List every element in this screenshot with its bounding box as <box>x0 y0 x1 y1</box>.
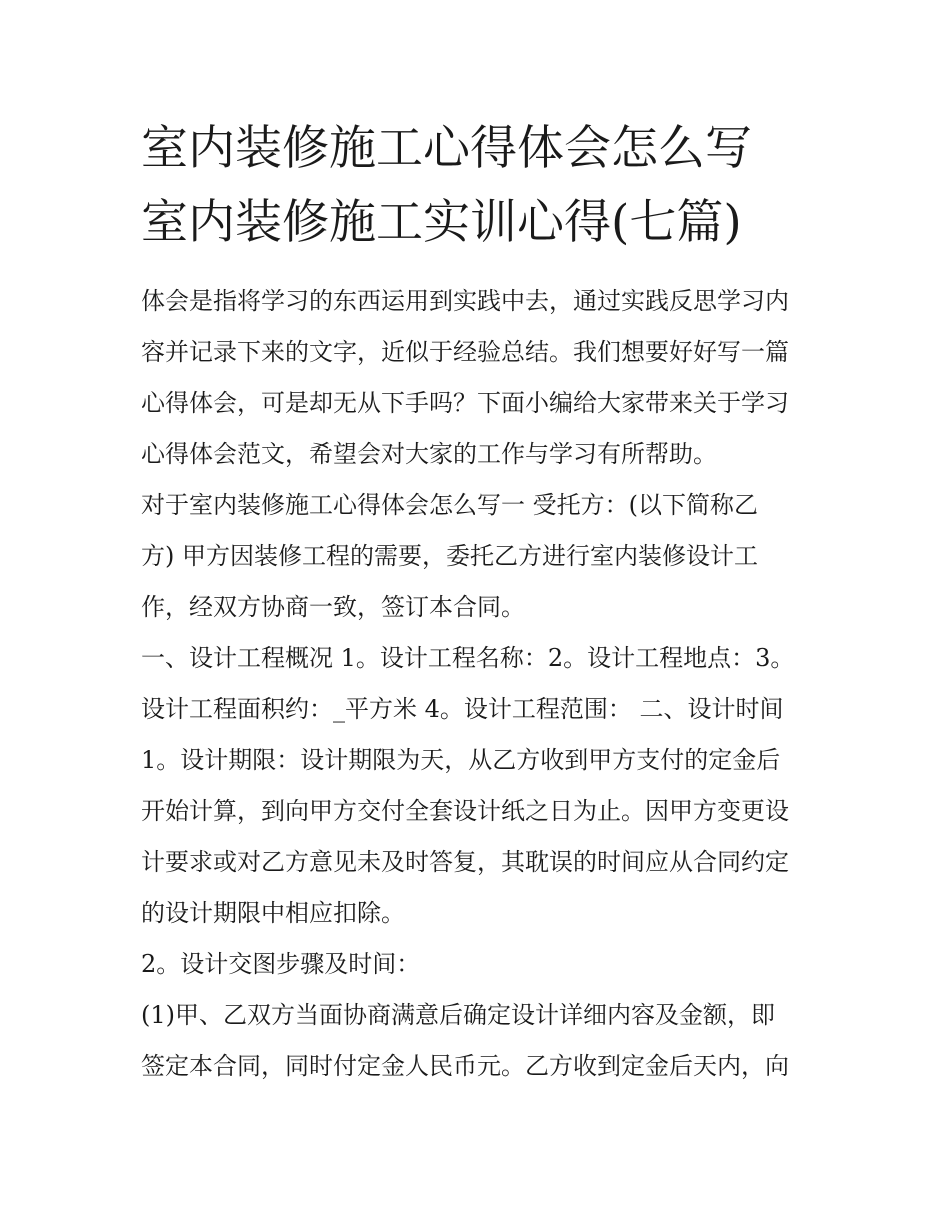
body-line: 对于室内装修施工心得体会怎么写一 受托方：(以下简称乙 <box>141 491 758 519</box>
body-line: 心得体会，可是却无从下手吗？下面小编给大家带来关于学习 <box>141 389 789 417</box>
body-line: 的设计期限中相应扣除。 <box>141 899 405 927</box>
body-line: (1)甲、乙双方当面协商满意后确定设计详细内容及金额，即 <box>141 1001 775 1029</box>
document-title <box>141 112 841 260</box>
title-line: 室内装修施工实训心得(七篇) <box>141 195 742 250</box>
title-line: 室内装修施工心得体会怎么写 <box>141 121 752 176</box>
body-line: 签定本合同，同时付定金人民币元。乙方收到定金后天内，向 <box>141 1052 789 1080</box>
body-line: 开始计算，到向甲方交付全套设计纸之日为止。因甲方变更设 <box>141 797 789 825</box>
body-line: 容并记录下来的文字，近似于经验总结。我们想要好好写一篇 <box>141 338 789 366</box>
body-line: 计要求或对乙方意见未及时答复，其耽误的时间应从合同约定 <box>141 848 789 876</box>
body-line: 2。设计交图步骤及时间： <box>141 950 421 978</box>
body-line: 心得体会范文，希望会对大家的工作与学习有所帮助。 <box>141 440 717 468</box>
body-line: 一、设计工程概况 1。设计工程名称：2。设计工程地点：3。 <box>141 644 795 672</box>
body-line: 1。设计期限：设计期限为天，从乙方收到甲方支付的定金后 <box>141 746 781 774</box>
body-line: 作，经双方协商一致，签订本合同。 <box>141 593 525 621</box>
document-body <box>141 276 821 1092</box>
body-line: 方) 甲方因装修工程的需要，委托乙方进行室内装修设计工 <box>141 542 758 570</box>
body-line: 体会是指将学习的东西运用到实践中去，通过实践反思学习内 <box>141 287 789 315</box>
body-line: 设计工程面积约：_平方米 4。设计工程范围： 二、设计时间 <box>141 695 784 723</box>
